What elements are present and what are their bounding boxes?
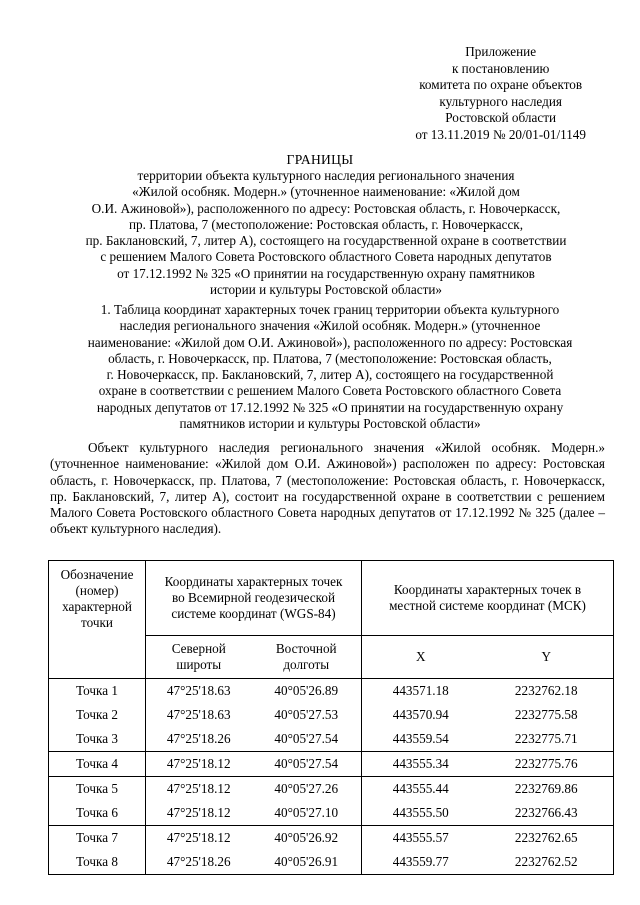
point-longitude: 40°05'27.54 — [252, 752, 362, 777]
section-line: памятников истории и культуры Ростовской области» — [179, 416, 481, 432]
table-row — [49, 826, 614, 851]
subtitle-line: от 17.12.1992 № 325 «О принятии на государственную охрану памятников — [117, 265, 535, 281]
point-name: Точка 6 — [49, 801, 146, 826]
appendix-line: Приложение — [465, 44, 537, 59]
point-y: 2232762.52 — [514, 854, 578, 869]
point-longitude: 40°05'27.10 — [252, 801, 362, 826]
subtitle-line: истории и культуры Ростовской области» — [209, 282, 443, 298]
subheader-longitude: Восточной долготы — [252, 636, 362, 679]
header-wgs84: Координаты характерных точек во Всемирной геодезической системе координат (WGS-84) — [146, 561, 362, 636]
coordinates-table — [48, 560, 614, 875]
point-longitude: 40°05'27.26 — [252, 777, 362, 802]
point-x: 443555.34 — [362, 752, 480, 777]
point-y: 2232775.76 — [480, 752, 614, 777]
subtitle-line: пр. Баклановский, 7, литер А), состоящего на государственной охране в соответствии — [85, 233, 567, 249]
point-latitude: 47°25'18.63 — [166, 683, 231, 698]
subtitle-line: территории объекта культурного наследия регионального значения — [137, 168, 515, 183]
section-line: г. Новочеркасск, пр. Баклановский, 7, литер А), состоящего на государственной — [106, 367, 554, 383]
table-row — [49, 752, 614, 777]
point-x: 443559.54 — [392, 731, 449, 746]
point-y: 2232762.65 — [480, 826, 614, 851]
subtitle-line: пр. Платова, 7 (местоположение: Ростовская область, г. Новочеркасск, — [128, 216, 524, 232]
appendix-block — [415, 44, 586, 144]
section-line: наследия регионального значения «Жилой особняк. Модерн.» (уточненное — [119, 318, 541, 334]
appendix-line: культурного наследия — [439, 93, 562, 109]
appendix-line: от 13.11.2019 № 20/01-01/1149 — [415, 126, 586, 142]
header-msk: Координаты характерных точек в местной системе координат (МСК) — [362, 561, 614, 636]
point-latitude: 47°25'18.12 — [146, 752, 252, 777]
table-row — [49, 727, 614, 752]
point-longitude: 40°05'27.53 — [252, 703, 362, 727]
section-line: народных депутатов от 17.12.1992 № 325 «О принятии на государственную охрану — [96, 399, 564, 415]
document-title: ГРАНИЦЫ — [286, 152, 354, 167]
document-subtitle — [56, 168, 596, 298]
point-name: Точка 1 — [49, 679, 146, 704]
point-latitude: 47°25'18.12 — [166, 805, 231, 820]
point-longitude: 40°05'27.54 — [252, 727, 362, 752]
table-row — [49, 777, 614, 802]
point-longitude: 40°05'26.89 — [252, 679, 362, 704]
point-longitude: 40°05'26.91 — [252, 850, 362, 875]
point-latitude: 47°25'18.26 — [166, 731, 231, 746]
section-line: область, г. Новочеркасск, пр. Платова, 7 (местоположение: Ростовская область, — [108, 350, 552, 366]
point-name: Точка 8 — [49, 850, 146, 875]
appendix-line: к постановлению — [451, 60, 550, 76]
subtitle-line: О.И. Ажиновой»), расположенного по адресу: Ростовская область, г. Новочеркасск, — [91, 200, 561, 216]
point-latitude: 47°25'18.26 — [166, 854, 231, 869]
point-name: Точка 7 — [49, 826, 146, 851]
point-name: Точка 5 — [49, 777, 146, 802]
table-header-row — [49, 561, 614, 636]
point-x: 443571.18 — [392, 683, 449, 698]
point-name: Точка 3 — [49, 727, 146, 752]
point-name: Точка 2 — [49, 703, 146, 727]
object-description-paragraph: Объект культурного наследия регионального значения «Жилой особняк. Модерн.» (уточненное наименование: «Жилой дом О.И. Ажиновой») расположен по адресу: Ростовская область, г. Новочеркасск, пр. Платова, 7 (местоположение: Ростовская область, г. Новочеркасск, пр. Баклановский, 7, литер А), состоит на государственной охране в соответствии с решением Малого Совета Ростовского областного Совета народных депутатов от 17.12.1992 № 325 (далее – объект культурного наследия). — [50, 440, 605, 537]
point-x: 443555.44 — [362, 777, 480, 802]
subtitle-line: «Жилой особняк. Модерн.» (уточненное наименование: «Жилой дом — [132, 184, 520, 200]
table-row — [49, 703, 614, 727]
section-heading — [60, 302, 600, 432]
point-latitude: 47°25'18.12 — [146, 826, 252, 851]
point-x: 443570.94 — [392, 707, 449, 722]
section-line: 1. Таблица координат характерных точек границ территории объекта культурного — [100, 302, 560, 317]
point-latitude: 47°25'18.63 — [166, 707, 231, 722]
header-point-designation: Обозначение (номер) характерной точки — [49, 561, 146, 679]
section-line: наименование: «Жилой дом О.И. Ажиновой»), расположенного по адресу: Ростовская — [87, 334, 573, 350]
appendix-line: комитета по охране объектов — [419, 77, 583, 93]
point-x: 443555.50 — [392, 805, 449, 820]
table-row — [49, 850, 614, 875]
table-row — [49, 801, 614, 826]
point-y: 2232762.18 — [514, 683, 578, 698]
subheader-y: Y — [480, 636, 614, 679]
point-x: 443555.57 — [362, 826, 480, 851]
section-line: охране в соответствии с решением Малого Совета Ростовского областного Совета — [98, 383, 562, 399]
point-y: 2232766.43 — [514, 805, 578, 820]
point-y: 2232769.86 — [480, 777, 614, 802]
point-x: 443559.77 — [392, 854, 449, 869]
subtitle-line: с решением Малого Совета Ростовского областного Совета народных депутатов — [100, 249, 552, 265]
subheader-x: X — [362, 636, 480, 679]
point-longitude: 40°05'26.92 — [252, 826, 362, 851]
subheader-latitude: Северной широты — [146, 636, 252, 679]
point-y: 2232775.58 — [514, 707, 578, 722]
table-row — [49, 679, 614, 704]
point-y: 2232775.71 — [514, 731, 578, 746]
point-name: Точка 4 — [49, 752, 146, 777]
appendix-line: Ростовской области — [445, 110, 557, 126]
point-latitude: 47°25'18.12 — [146, 777, 252, 802]
